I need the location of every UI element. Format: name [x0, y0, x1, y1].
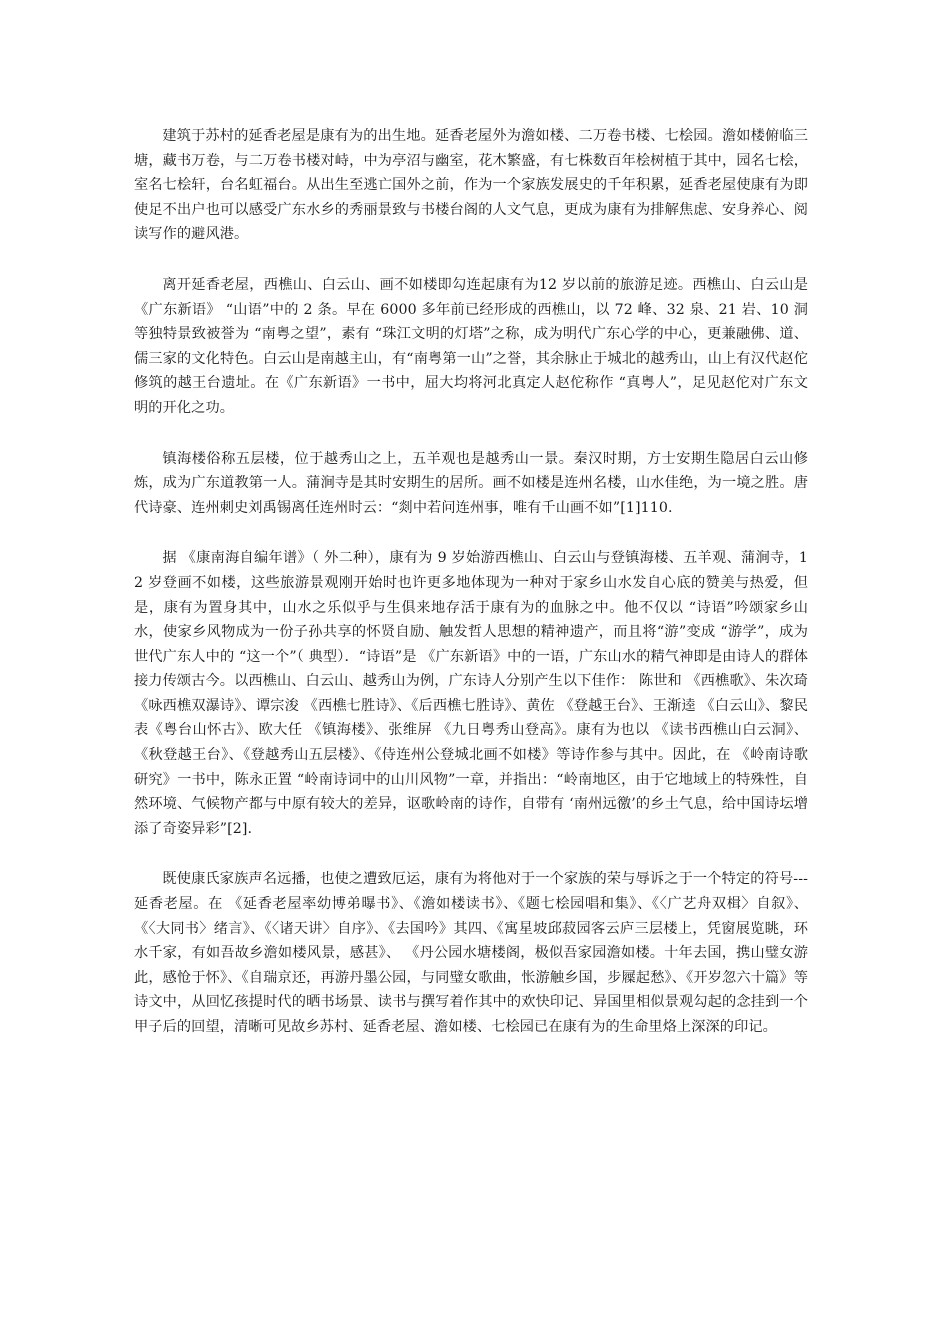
paragraph-zhenhai-tower: 镇海楼俗称五层楼，位于越秀山之上，五羊观也是越秀山一景。秦汉时期，方士安期生隐居白云山修炼，成为广东道教第一人。蒲涧寺是其时安期生的居所。画不如楼是连州名楼，山水佳绝，为一境之胜。唐代诗豪、连州刺史刘禹锡离任连州时云：“剡中若问连州事，唯有千山画不如”[1]110.	[134, 450, 808, 516]
paragraph-birthplace: 建筑于苏村的延香老屋是康有为的出生地。延香老屋外为澹如楼、二万卷书楼、七桧园。澹如楼俯临三塘，藏书万卷，与二万卷书楼对峙，中为亭沼与幽室，花木繁盛，有七株数百年桧树植于其中，园名七桧，室名七桧轩，台名虹福台。从出生至逃亡国外之前，作为一个家族发展史的千年积累，延香老屋使康有为即使足不出户也可以感受广东水乡的秀丽景致与书楼台阁的人文气息，更成为康有为排解焦虑、安身养心、阅读写作的避风港。	[134, 128, 808, 243]
paragraph-old-house-symbol: 既使康氏家族声名远播，也使之遭致厄运，康有为将他对于一个家族的荣与辱诉之于一个特定的符号---延香老屋。在 《延香老屋率幼博弟曝书》、《澹如楼读书》、《题七桧园唱和集》、《〈广艺舟双楫〉自叙》、《〈大同书〉绪言》、《〈诸天讲〉自序》、《去国吟》其四、《寓星坡邱菽园客云庐三层楼上，凭窗展览眺，环水千家，有如吾故乡澹如楼风景，感甚》、 《丹公园水塘楼阁，极似吾家园澹如楼。十年去国，携山璧女游此，感怆于怀》、《自瑞京还，再游丹墨公园，与同璧女歌曲，怅游触乡国，步屧起愁》、《开岁忽六十篇》等诗文中，从回忆孩提时代的晒书场景、读书与撰写着作其中的欢快印记、异国里相似景观勾起的念挂到一个甲子后的回望，清晰可见故乡苏村、延香老屋、澹如楼、七桧园已在康有为的生命里烙上深深的印记。	[134, 871, 808, 1035]
paragraph-chronology: 据 《康南海自编年谱》（ 外二种），康有为 9 岁始游西樵山、白云山与登镇海楼、五羊观、蒲涧寺，12 岁登画不如楼，这些旅游景观刚开始时也许更多地体现为一种对于家乡山水发自心底的赞美与热爱，但是，康有为置身其中，山水之乐似乎与生俱来地存活于康有为的血脉之中。他不仅以 “诗语”吟颂家乡山水，使家乡风物成为一份子孙共享的怀贤自励、触发哲人思想的精神遗产，而且将“游”变成 “游学”，成为世代广东人中的 “这一个”（ 典型）．“诗语”是 《广东新语》中的一语，广东山水的精气神即是由诗人的群体接力传颂古今。以西樵山、白云山、越秀山为例，广东诗人分别产生以下佳作： 陈世和 《西樵歌》、朱次琦 《咏西樵双瀑诗》、谭宗浚 《西樵七胜诗》、《后西樵七胜诗》、黄佐 《登越王台》、王渐逵 《白云山》、黎民表《粤台山怀古》、欧大任 《镇海楼》、张维屏 《九日粤秀山登高》。康有为也以 《读书西樵山白云洞》、《秋登越王台》、《登越秀山五层楼》、《侍连州公登城北画不如楼》等诗作参与其中。因此，在 《岭南诗歌研究》一书中，陈永正置 “岭南诗词中的山川风物”一章，并指出：“岭南地区，由于它地域上的特殊性，自然环境、气候物产都与中原有较大的差异，讴歌岭南的诗作，自带有 ‘南州远徼’的乡土气息，给中国诗坛增添了奇姿异彩”[2].	[134, 550, 808, 837]
paragraph-mountains: 离开延香老屋，西樵山、白云山、画不如楼即勾连起康有为12 岁以前的旅游足迹。西樵山、白云山是 《广东新语》 “山语”中的 2 条。早在 6000 多年前已经形成的西樵山，以 72 峰、32 泉、21 岩、10 洞等独特景致被誉为 “南粤之望”，素有 “珠江文明的灯塔”之称，成为明代广东心学的中心，更兼融佛、道、儒三家的文化特色。白云山是南越主山，有“南粤第一山”之誉，其余脉止于城北的越秀山，山上有汉代赵佗修筑的越王台遗址。在《广东新语》一书中，屈大均将河北真定人赵佗称作 “真粤人”，足见赵佗对广东文明的开化之功。	[134, 276, 808, 416]
document-body	[134, 124, 808, 1066]
